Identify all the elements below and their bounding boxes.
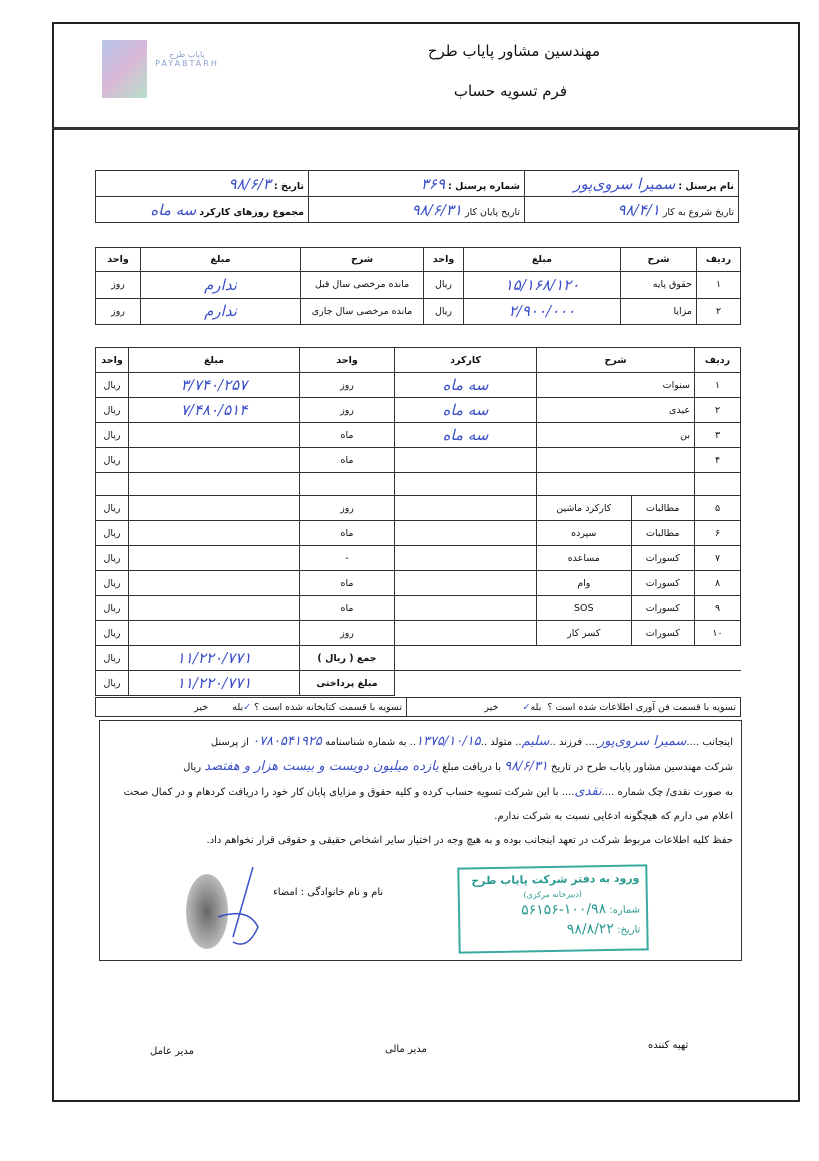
amount-field[interactable] [129, 423, 300, 448]
table-row [96, 521, 741, 546]
col-header: ردیف [695, 348, 741, 373]
row-number [695, 473, 741, 496]
row-category: مطالبات [631, 521, 695, 546]
date-cell: تاریخ : ۹۸/۶/۳ [96, 171, 309, 197]
office-stamp [457, 864, 648, 953]
stamp-number: ۱۰۰/۹۸-۵۶۱۵۶ [521, 901, 607, 919]
row-number: ۶ [695, 521, 741, 546]
table-row [96, 272, 741, 298]
decl-birth-field[interactable]: ۱۳۷۵/۱۰/۱۵ [416, 734, 481, 749]
col-header: شرح [301, 248, 424, 272]
library-yes-checkbox[interactable]: بله [232, 701, 244, 713]
total-row [96, 646, 741, 671]
table-row [96, 473, 741, 496]
work-field[interactable] [395, 596, 537, 621]
currency: ریال [96, 423, 129, 448]
table-row [96, 398, 741, 423]
row-category: کسورات [631, 546, 695, 571]
library-question: تسویه با قسمت کتابخانه شده است ؟ ✓بله خیر [96, 698, 407, 717]
currency: ریال [96, 373, 129, 398]
row-description [537, 448, 695, 473]
settlement-questions [95, 697, 741, 717]
row-number: ۸ [695, 571, 741, 596]
finance-manager-label: مدیر مالی [385, 1044, 427, 1055]
row-number: ۲ [695, 398, 741, 423]
stamp-date-label: تاریخ: [617, 924, 641, 936]
table-row [96, 571, 741, 596]
name-field[interactable]: سمیرا سروی‌پور [573, 174, 676, 193]
work-field[interactable] [395, 621, 537, 646]
decl-text: اعلام می دارم که هیچگونه ادعایی نسبت به شرکت ندارم. [494, 811, 733, 822]
stamp-title: ورود به دفتر شرکت پایاب طرح [471, 871, 640, 888]
decl-amount-field[interactable]: یازده میلیون دویست و بیست هزار و هفتصد [204, 759, 439, 774]
work-field[interactable] [395, 473, 537, 496]
unit: ریال [424, 298, 464, 324]
amount-field[interactable] [129, 448, 300, 473]
signature-label: نام و نام خانوادگی : امضاء [273, 887, 384, 898]
table-row [96, 621, 741, 646]
unit: ماه [300, 448, 395, 473]
personnel-info-table [95, 170, 739, 223]
row-category: کسورات [631, 571, 695, 596]
currency: ریال [96, 496, 129, 521]
unit: ماه [300, 423, 395, 448]
row-number: ۵ [695, 496, 741, 521]
row-description: مانده مرخصی سال جاری [301, 298, 424, 324]
currency [96, 473, 129, 496]
unit: ماه [300, 571, 395, 596]
unit: ماه [300, 521, 395, 546]
work-days-field[interactable]: سه ماه [150, 200, 197, 219]
amount-field[interactable]: ندارم [141, 272, 301, 298]
currency: ریال [96, 571, 129, 596]
row-description: وام [537, 571, 631, 596]
currency: ریال [96, 546, 129, 571]
col-header: واحد [96, 248, 141, 272]
decl-date-field[interactable]: ۹۸/۶/۳۱ [504, 759, 548, 774]
unit: ماه [300, 596, 395, 621]
row-description: سنوات [537, 373, 695, 398]
decl-name-field[interactable]: سمیرا سروی‌پور [598, 734, 687, 749]
row-number: ۹ [695, 596, 741, 621]
row-number: ۱ [697, 272, 741, 298]
work-field[interactable]: سه ماه [395, 373, 537, 398]
row-description: SOS [537, 596, 631, 621]
col-header: شرح [537, 348, 695, 373]
col-header: شرح [621, 248, 697, 272]
stamp-number-label: شماره: [609, 904, 641, 917]
amount-field[interactable] [129, 521, 300, 546]
sign-and-stamp-row [108, 860, 733, 952]
row-description: سپرده [537, 521, 631, 546]
row-number: ۷ [695, 546, 741, 571]
currency: ریال [96, 596, 129, 621]
row-category: کسورات [631, 621, 695, 646]
amount-field[interactable] [129, 473, 300, 496]
preparer-label: تهیه کننده [648, 1040, 689, 1051]
settlement-table [95, 347, 741, 696]
empty-cell [395, 671, 741, 696]
stamp-date: ۹۸/۸/۲۲ [566, 920, 615, 938]
row-description: بن [537, 423, 695, 448]
work-field[interactable]: سه ماه [395, 423, 537, 448]
col-header: مبلغ [129, 348, 300, 373]
amount-field[interactable] [129, 621, 300, 646]
amount-field[interactable]: ندارم [141, 298, 301, 324]
currency: ریال [96, 671, 129, 696]
it-no-checkbox[interactable]: خیر [484, 701, 499, 713]
row-description: عیدی [537, 398, 695, 423]
decl-id-field[interactable]: ۰۷۸۰۵۴۱۹۲۵ [252, 734, 322, 749]
currency: ریال [96, 621, 129, 646]
row-description: مزایا [621, 298, 697, 324]
decl-cheque-field[interactable]: نقدی [574, 784, 602, 799]
row-category: کسورات [631, 596, 695, 621]
signature-mark [208, 862, 278, 952]
end-date-cell: تاریخ پایان کار ۹۸/۶/۳۱ [309, 197, 525, 223]
name-cell: نام پرسنل : سمیرا سروی‌پور [525, 171, 739, 197]
unit: - [300, 546, 395, 571]
decl-text: حفظ کلیه اطلاعات مربوط شرکت در تعهد اینجانب بوده و به هیچ وجه در اختیار سایر اشخاص حقیقی و حقوقی قرار نخواهم داد. [206, 835, 733, 846]
table-row [96, 423, 741, 448]
unit: روز [300, 398, 395, 423]
row-description: مساعده [537, 546, 631, 571]
amount-field[interactable] [129, 496, 300, 521]
col-header: ردیف [697, 248, 741, 272]
amount-field[interactable]: ۳/۷۴۰/۲۵۷ [129, 373, 300, 398]
work-days-cell: مجموع روزهای کارکرد سه ماه [96, 197, 309, 223]
company-name: مهندسین مشاور پایاب طرح [427, 42, 600, 60]
col-header: مبلغ [141, 248, 301, 272]
ceo-label: مدیر عامل [150, 1046, 195, 1057]
work-field[interactable] [395, 496, 537, 521]
row-description: مانده مرخصی سال قبل [301, 272, 424, 298]
work-field[interactable] [395, 571, 537, 596]
row-description [537, 473, 695, 496]
unit: ریال [424, 272, 464, 298]
amount-field[interactable]: ۱۱/۲۲۰/۷۷۱ [129, 671, 300, 696]
personnel-no-field[interactable]: ۳۶۹ [420, 174, 446, 193]
stamp-subtitle: (دبیرخانه مرکزی) [523, 889, 583, 900]
unit [300, 473, 395, 496]
table-row [96, 546, 741, 571]
table-row [96, 448, 741, 473]
logo-text: پایاب طرح PAYABTARH [155, 50, 219, 68]
amount-field[interactable]: ۱۵/۱۶۸/۱۲۰ [464, 272, 621, 298]
signature-area [178, 862, 418, 952]
empty-cell [395, 646, 741, 671]
amount-field[interactable]: ۱۱/۲۲۰/۷۷۱ [129, 646, 300, 671]
row-number: ۲ [697, 298, 741, 324]
col-header: واحد [96, 348, 129, 373]
row-number: ۱۰ [695, 621, 741, 646]
date-field[interactable]: ۹۸/۶/۳ [228, 174, 271, 193]
salary-table [95, 247, 741, 325]
unit: روز [300, 496, 395, 521]
paid-row [96, 671, 741, 696]
start-date-field[interactable]: ۹۸/۴/۱ [617, 200, 660, 219]
row-description: کسر کار [537, 621, 631, 646]
end-date-field[interactable]: ۹۸/۶/۳۱ [411, 200, 462, 219]
table-row [96, 596, 741, 621]
row-description: حقوق پایه [621, 272, 697, 298]
form-title: فرم تسویه حساب [453, 82, 567, 100]
col-header: واحد [424, 248, 464, 272]
row-number: ۱ [695, 373, 741, 398]
row-category: مطالبات [631, 496, 695, 521]
work-field[interactable] [395, 546, 537, 571]
row-number: ۴ [695, 448, 741, 473]
work-field[interactable] [395, 448, 537, 473]
unit: روز [300, 373, 395, 398]
it-question: تسویه با قسمت فن آوری اطلاعات شده است ؟ بله✓ خیر [407, 698, 741, 717]
currency: ریال [96, 398, 129, 423]
unit: روز [300, 621, 395, 646]
work-field[interactable]: سه ماه [395, 398, 537, 423]
decl-father-field[interactable]: سلیم [521, 734, 550, 749]
unit: روز [96, 272, 141, 298]
header [52, 22, 800, 130]
amount-field[interactable]: ۷/۴۸۰/۵۱۴ [129, 398, 300, 423]
personnel-no-cell: شماره پرسنل : ۳۶۹ [309, 171, 525, 197]
company-logo [102, 40, 147, 98]
amount-field[interactable] [129, 571, 300, 596]
total-label: جمع ( ریال ) [300, 646, 395, 671]
declaration: اینجانب ....سمیرا سروی‌پور.... فرزند ..سلیم.. متولد ..۱۳۷۵/۱۰/۱۵.. به شماره شناسنامه ۰۷۸۰۵۴۱۹۲۵ از پرسنل شرکت مهندسین مشاور پایاب طرح در تاریخ ۹۸/۶/۳۱ با دریافت مبلغ یازده میلیون دویست و بیست هزار و هفتصد ریال به صورت نقدی/ چک شماره ....نقدی.... با این شرکت تسویه حساب کرده و کلیه حقوق و مزایای پایان کار خود را دریافت کردهام و در کمال صحت اعلام می دارم که هیچگونه ادعایی نسبت به شرکت ندارم. حفظ کلیه اطلاعات مربوط شرکت در تعهد اینجانب بوده و به هیچ وجه در اختیار سایر اشخاص حقیقی و حقوقی قرار نخواهم داد. نام و نام خانوادگی : امضاء ورود به دفتر شرکت پایاب طرح (دبیرخانه مرکزی) شماره: ۱۰۰/۹۸-۵۶۱۵۶ تاریخ: ۹۸/۸/۲۲ [99, 720, 742, 961]
col-header: کارکرد [395, 348, 537, 373]
row-description: کارکرد ماشین [537, 496, 631, 521]
table-row [96, 298, 741, 324]
library-no-checkbox[interactable]: خیر [194, 701, 209, 713]
col-header: واحد [300, 348, 395, 373]
col-header: مبلغ [464, 248, 621, 272]
table-row [96, 496, 741, 521]
it-yes-checkbox[interactable]: بله [530, 701, 542, 713]
table-row [96, 373, 741, 398]
amount-field[interactable] [129, 546, 300, 571]
currency: ریال [96, 646, 129, 671]
unit: روز [96, 298, 141, 324]
total-label: مبلغ پرداختی [300, 671, 395, 696]
currency: ریال [96, 521, 129, 546]
start-date-cell: تاریخ شروع به کار ۹۸/۴/۱ [525, 197, 739, 223]
row-number: ۳ [695, 423, 741, 448]
amount-field[interactable] [129, 596, 300, 621]
amount-field[interactable]: ۲/۹۰۰/۰۰۰ [464, 298, 621, 324]
currency: ریال [96, 448, 129, 473]
work-field[interactable] [395, 521, 537, 546]
